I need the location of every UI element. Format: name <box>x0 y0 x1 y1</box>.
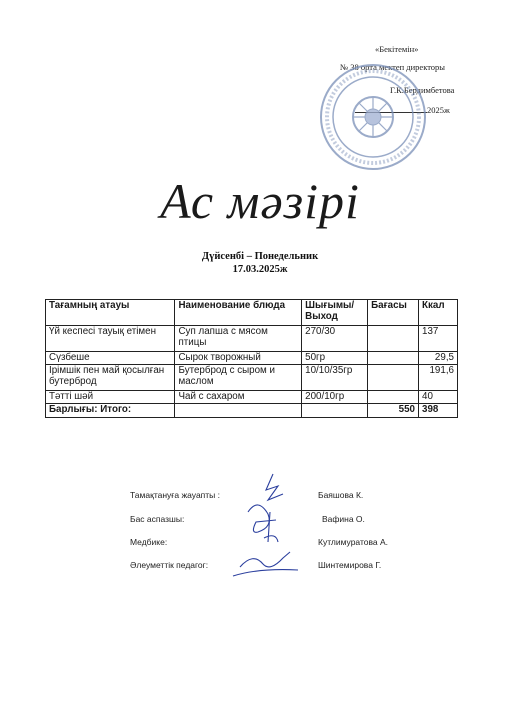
table-row <box>46 391 458 404</box>
dish-price <box>368 352 419 365</box>
table-header-row <box>46 300 458 326</box>
handwritten-signatures <box>228 472 308 584</box>
approval-line-2: № 38 орта мектеп директоры <box>340 62 446 72</box>
menu-table <box>45 299 458 418</box>
table-row <box>46 365 458 391</box>
dish-name-ru: Чай с сахаром <box>175 391 302 404</box>
header-price: Бағасы <box>368 300 419 326</box>
dish-kcal: 191,6 <box>419 365 458 391</box>
stamp-emblem-core <box>365 109 381 125</box>
table-row <box>46 326 458 352</box>
menu-date: 17.03.2025ж <box>232 264 288 275</box>
dish-price <box>368 326 419 352</box>
approval-line-1: «Бекітемін» <box>375 44 419 54</box>
dish-name-ru: Суп лапша с мясом птицы <box>175 326 302 352</box>
dish-price <box>368 391 419 404</box>
total-kcal: 398 <box>419 404 458 418</box>
dish-name-kk: Тәтті шәй <box>46 391 175 404</box>
signature-role: Тамақтануға жауапты : <box>130 490 221 500</box>
signature-name: Кутлимуратова А. <box>318 537 389 547</box>
dish-name-kk: Ірімшік пен май қосылған бутерброд <box>46 365 175 391</box>
page-title: Ас мәзірі <box>160 173 360 229</box>
signature-name: Шинтемирова Г. <box>318 560 382 570</box>
signature-mark <box>266 474 283 500</box>
weekday: Дүйсенбі – Понедельник <box>201 251 319 262</box>
approval-line-3: Г.К.Бердимбетова <box>390 85 455 95</box>
signature-role: Әлеуметтік педагог: <box>130 560 209 570</box>
approval-year: 2025ж <box>427 105 450 115</box>
header-name-ru: Наименование блюда <box>175 300 302 326</box>
total-empty-1 <box>175 404 302 418</box>
signature-mark <box>233 552 298 576</box>
signature-role: Медбике: <box>130 537 168 547</box>
total-empty-2 <box>302 404 368 418</box>
dish-yield: 10/10/35гр <box>302 365 368 391</box>
signature-role: Бас аспазшы: <box>130 514 185 524</box>
dish-name-kk: Үй кеспесі тауық етімен <box>46 326 175 352</box>
header-kcal: Ккал <box>419 300 458 326</box>
signature-name: Баяшова К. <box>318 490 364 500</box>
dish-name-ru: Сырок творожный <box>175 352 302 365</box>
official-stamp <box>318 62 428 172</box>
dish-yield: 200/10гр <box>302 391 368 404</box>
dish-kcal: 137 <box>419 326 458 352</box>
total-label: Барлығы: Итого: <box>46 404 175 418</box>
total-row <box>46 404 458 418</box>
signature-mark <box>248 505 276 532</box>
dish-price <box>368 365 419 391</box>
dish-yield: 270/30 <box>302 326 368 352</box>
dish-kcal: 29,5 <box>419 352 458 365</box>
dish-yield: 50гр <box>302 352 368 365</box>
dish-name-ru: Бутерброд с сыром и маслом <box>175 365 302 391</box>
header-name-kk: Тағамның атауы <box>46 300 175 326</box>
total-price: 550 <box>368 404 419 418</box>
signature-name: Вафина О. <box>322 514 365 524</box>
table-row <box>46 352 458 365</box>
dish-kcal: 40 <box>419 391 458 404</box>
dish-name-kk: Сүзбеше <box>46 352 175 365</box>
header-yield: Шығымы/ Выход <box>302 300 368 326</box>
